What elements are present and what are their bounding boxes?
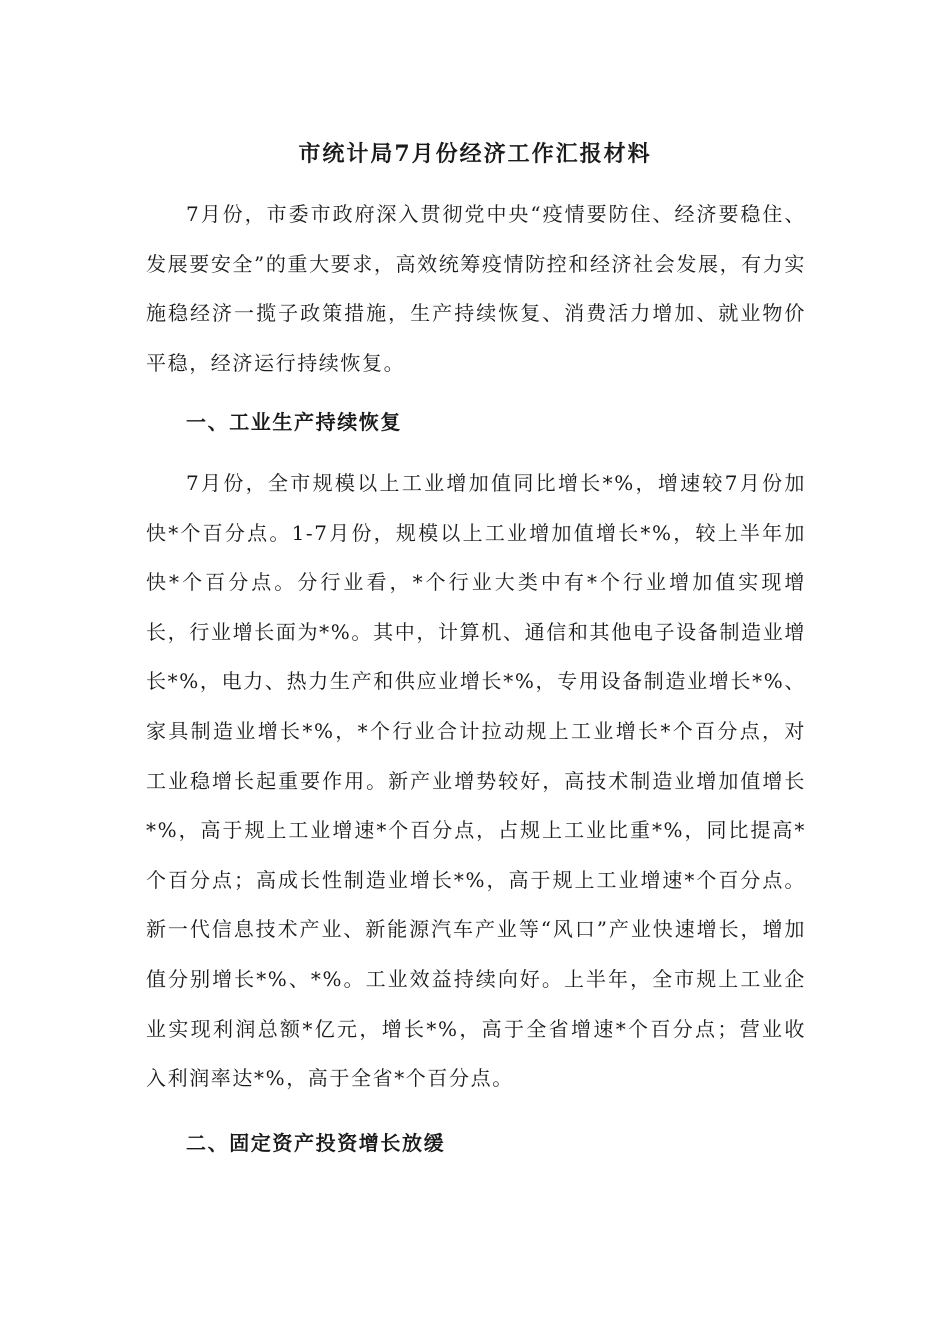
document-title: 市统计局7月份经济工作汇报材料: [298, 141, 652, 167]
section-heading-industry: 一、工业生产持续恢复: [186, 410, 402, 434]
intro-paragraph: 7月份，市委市政府深入贯彻党中央“疫情要防住、经济要稳住、发展要安全”的重大要求，高效统筹疫情防控和经济社会发展，有力实施稳经济一揽子政策措施，生产持续恢复、消费活力增加、就业物价平稳，经济运行持续恢复。: [146, 202, 806, 375]
section-body-industry: 7月份，全市规模以上工业增加值同比增长*%，增速较7月份加快*个百分点。1-7月份，规模以上工业增加值增长*%，较上半年加快*个百分点。分行业看，*个行业大类中有*个行业增加值实现增长，行业增长面为*%。其中，计算机、通信和其他电子设备制造业增长*%，电力、热力生产和供应业增长*%，专用设备制造业增长*%、家具制造业增长*%，*个行业合计拉动规上工业增长*个百分点，对工业稳增长起重要作用。新产业增势较好，高技术制造业增加值增长*%，高于规上工业增速*个百分点，占规上工业比重*%，同比提高*个百分点；高成长性制造业增长*%，高于规上工业增速*个百分点。新一代信息技术产业、新能源汽车产业等“风口”产业快速增长，增加值分别增长*%、*%。工业效益持续向好。上半年，全市规上工业企业实现利润总额*亿元，增长*%，高于全省增速*个百分点；营业收入利润率达*%，高于全省*个百分点。: [146, 471, 806, 1091]
section-heading-investment: 二、固定资产投资增长放缓: [186, 1131, 446, 1155]
